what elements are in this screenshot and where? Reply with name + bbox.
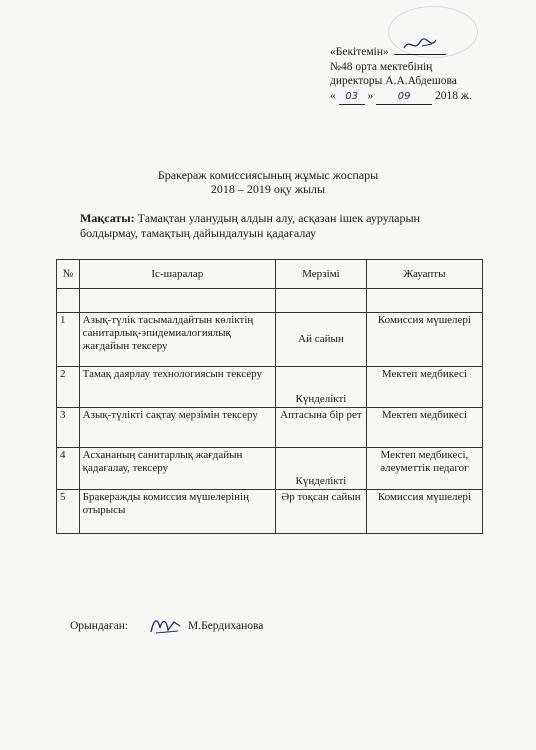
blank-row (57, 289, 483, 313)
row-responsible: Комиссия мүшелері (366, 490, 482, 534)
header-activity: Іс-шаралар (79, 260, 275, 289)
row-date: Ай сайын (276, 313, 367, 367)
date-year: 2018 ж. (435, 89, 472, 102)
approval-date: « 03 » 09 2018 ж. (330, 89, 472, 106)
row-responsible: Мектеп медбикесі (366, 408, 482, 448)
header-date: Мерзімі (276, 260, 367, 289)
row-num: 1 (57, 313, 80, 367)
executor-signature (148, 614, 184, 636)
row-date: Күнделікті (276, 448, 367, 490)
executor-name: М.Бердиханова (188, 620, 264, 632)
row-responsible: Комиссия мүшелері (366, 313, 482, 367)
header-responsible: Жауапты (366, 260, 482, 289)
approval-line (330, 44, 472, 60)
school-line: №48 орта мектебінің (330, 60, 433, 73)
row-num: 5 (57, 490, 80, 534)
signed-block (70, 620, 264, 632)
row-date: Күнделікті (276, 367, 367, 408)
row-activity: Азық-түлік тасымалдайтын көліктің санитарлық-эпидемиалогиялық жағдайын тексеру (79, 313, 275, 367)
table-row (57, 448, 483, 490)
row-activity: Азық-түлікті сақтау мерзімін тексеру (79, 408, 275, 448)
row-num: 3 (57, 408, 80, 448)
table-row (57, 313, 483, 367)
title-line: Бракераж комиссиясының жұмыс жоспары (157, 168, 379, 182)
table-row (57, 490, 483, 534)
director-signature (402, 36, 442, 54)
academic-year: 2018 – 2019 оқу жылы (210, 182, 326, 196)
table-row (57, 408, 483, 448)
row-activity: Бракеражды комиссия мүшелерінің отырысы (79, 490, 275, 534)
row-responsible: Мектеп медбикесі (366, 367, 482, 408)
row-activity: Асхананың санитарлық жағдайын қадағалау, тексеру (79, 448, 275, 490)
date-day: 03 (339, 90, 365, 106)
signed-label: Орындаған: (70, 620, 129, 632)
document-title (0, 168, 536, 196)
purpose-label: Мақсаты: (80, 211, 135, 225)
table-header-row (57, 260, 483, 289)
director-line: директоры А.А.Абдешова (330, 75, 457, 87)
approval-title: «Бекітемін» (330, 46, 389, 58)
purpose-paragraph (80, 211, 460, 240)
approval-block (330, 44, 472, 105)
row-date: Аптасына бір рет (276, 408, 367, 448)
director-signature-line (394, 44, 446, 55)
row-activity: Тамақ даярлау технологиясын тексеру (79, 367, 275, 408)
plan-table (56, 259, 483, 534)
row-date: Әр тоқсан сайын (276, 490, 367, 534)
row-num: 2 (57, 367, 80, 408)
date-month: 09 (376, 90, 432, 106)
header-num: № (57, 260, 80, 289)
purpose-text: Тамақтан уланудың алдын алу, асқазан ішек ауруларын болдырмау, тамақтың дайындалуын қадағалау (80, 211, 420, 240)
row-responsible: Мектеп медбикесі, әлеуметтік педагог (366, 448, 482, 490)
row-num: 4 (57, 448, 80, 490)
table-row (57, 367, 483, 408)
